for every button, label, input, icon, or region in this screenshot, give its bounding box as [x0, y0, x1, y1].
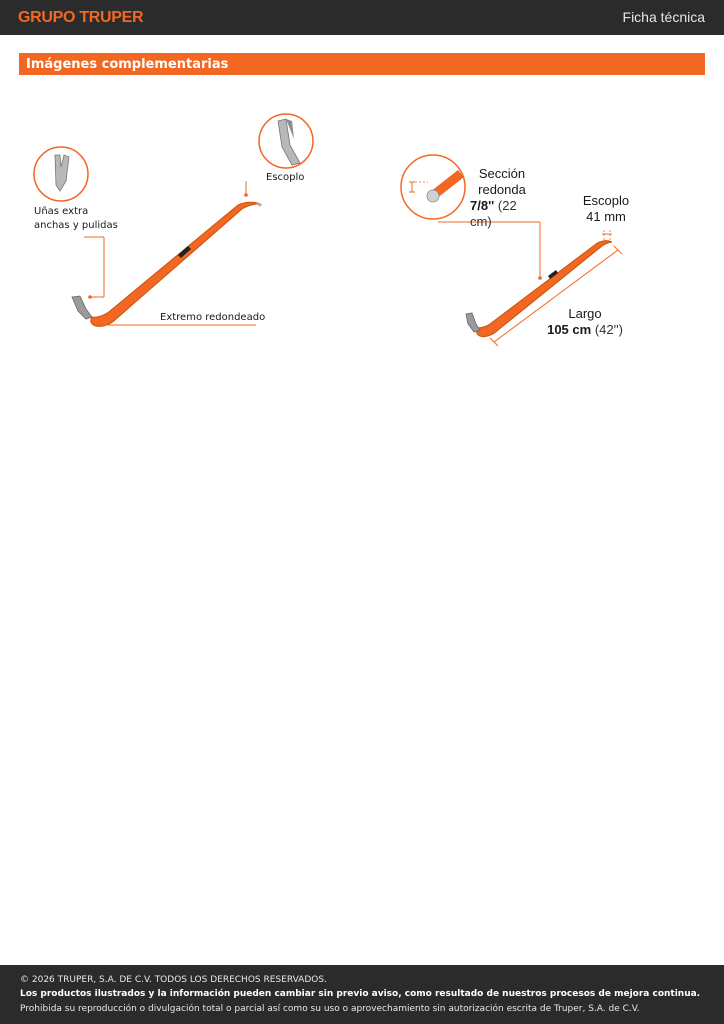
label-largo	[545, 306, 625, 338]
label-escoplo-right-line2: 41 mm	[586, 209, 626, 224]
top-bar	[0, 0, 724, 35]
label-largo-line1: Largo	[568, 306, 602, 321]
label-escoplo-right	[574, 193, 638, 225]
footer-notice: Los productos ilustrados y la información pueden cambiar sin previo aviso, como resultado de nuestros procesos de mejora continua.	[20, 989, 701, 999]
label-seccion-value	[470, 198, 540, 230]
largo-metric: 105 cm	[547, 322, 592, 337]
footer-copyright: © 2026 TRUPER, S.A. DE C.V. TODOS LOS DERECHOS RESERVADOS.	[20, 975, 327, 985]
label-unas-line2: anchas y pulidas	[34, 220, 118, 231]
label-unas-line1: Uñas extra	[34, 206, 89, 217]
label-escoplo-left: Escoplo	[266, 172, 305, 183]
label-seccion-line1: Sección	[478, 166, 526, 181]
seccion-metric: (22 cm)	[470, 198, 517, 229]
document-type-label: Ficha técnica	[622, 9, 705, 25]
largo-imperial: (42'')	[594, 322, 623, 337]
label-escoplo-right-line1: Escoplo	[582, 193, 630, 208]
label-extremo-redondeado: Extremo redondeado	[160, 312, 266, 323]
section-title: Imágenes complementarias	[26, 57, 229, 72]
footer	[0, 965, 724, 1024]
section-header	[19, 53, 705, 75]
brand-logo: GRUPO TRUPER	[18, 9, 144, 26]
seccion-imperial: 7/8''	[470, 198, 495, 213]
footer-legal: Prohibida su reproducción o divulgación total o parcial así como su uso o aprovechamiento sin autorización escrita de Truper, S.A. de C.V.	[20, 1004, 640, 1014]
label-seccion-line2: redonda	[478, 182, 526, 197]
label-seccion	[466, 166, 538, 198]
